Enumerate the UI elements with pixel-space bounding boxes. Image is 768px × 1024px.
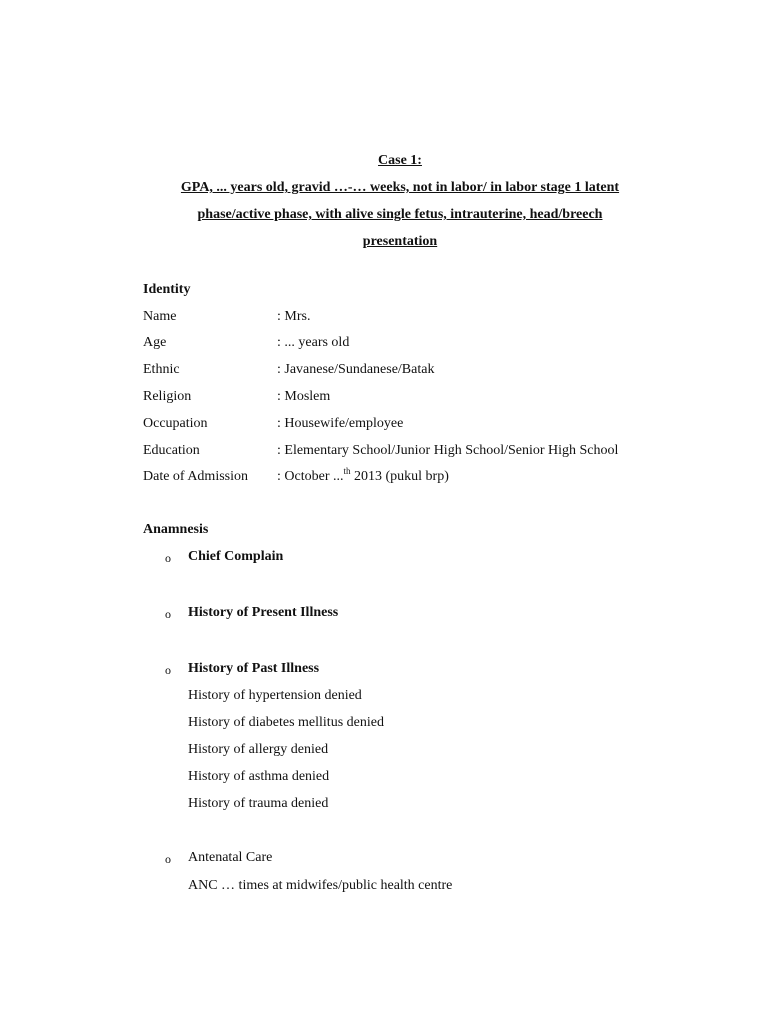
identity-row-name xyxy=(143,307,703,327)
identity-value: : Javanese/Sundanese/Batak xyxy=(277,362,435,377)
identity-value xyxy=(277,467,449,487)
identity-label: Ethnic xyxy=(143,362,180,377)
identity-row-age xyxy=(143,333,703,353)
admission-date-prefix: : October ... xyxy=(277,469,344,484)
bullet-icon: o xyxy=(165,663,171,677)
case-title-line-1: GPA, ... years old, gravid …-… weeks, not in labor/ in labor stage 1 latent xyxy=(180,180,620,195)
identity-label: Religion xyxy=(143,389,192,404)
case-title-block xyxy=(140,147,660,255)
admission-date-suffix: 2013 (pukul brp) xyxy=(350,469,449,484)
identity-value: : Elementary School/Junior High School/Senior High School xyxy=(277,443,619,458)
identity-label: Name xyxy=(143,309,177,324)
bullet-icon: o xyxy=(165,852,171,866)
case-label: Case 1: xyxy=(378,153,422,168)
past-illness-item: History of asthma denied xyxy=(188,769,330,784)
identity-value: : Mrs. xyxy=(277,309,311,324)
bullet-icon: o xyxy=(165,551,171,565)
identity-label: Age xyxy=(143,335,167,350)
past-illness-item: History of hypertension denied xyxy=(188,688,362,703)
past-illness-heading: History of Past Illness xyxy=(188,661,320,676)
antenatal-care-heading: Antenatal Care xyxy=(188,850,273,865)
identity-label: Occupation xyxy=(143,416,208,431)
identity-value: : Housewife/employee xyxy=(277,416,404,431)
identity-row-date-of-admission xyxy=(143,467,703,487)
identity-row-education xyxy=(143,441,703,461)
past-illness-item: History of allergy denied xyxy=(188,742,329,757)
identity-row-ethnic xyxy=(143,360,703,380)
identity-row-religion xyxy=(143,387,703,407)
case-title-line-3: presentation xyxy=(362,234,438,249)
case-title-line-2: phase/active phase, with alive single fetus, intrauterine, head/breech xyxy=(197,207,603,222)
identity-value: : Moslem xyxy=(277,389,331,404)
past-illness-item: History of trauma denied xyxy=(188,796,329,811)
identity-label: Education xyxy=(143,443,200,458)
anamnesis-heading: Anamnesis xyxy=(143,522,209,537)
present-illness-heading: History of Present Illness xyxy=(188,605,339,620)
identity-heading: Identity xyxy=(143,282,191,297)
chief-complain-heading: Chief Complain xyxy=(188,549,284,564)
identity-value: : ... years old xyxy=(277,335,350,350)
past-illness-item: History of diabetes mellitus denied xyxy=(188,715,384,730)
bullet-icon: o xyxy=(165,607,171,621)
identity-label: Date of Admission xyxy=(143,469,248,484)
identity-row-occupation xyxy=(143,414,703,434)
ordinal-suffix: th xyxy=(343,466,351,476)
antenatal-care-detail: ANC … times at midwifes/public health centre xyxy=(188,878,453,893)
